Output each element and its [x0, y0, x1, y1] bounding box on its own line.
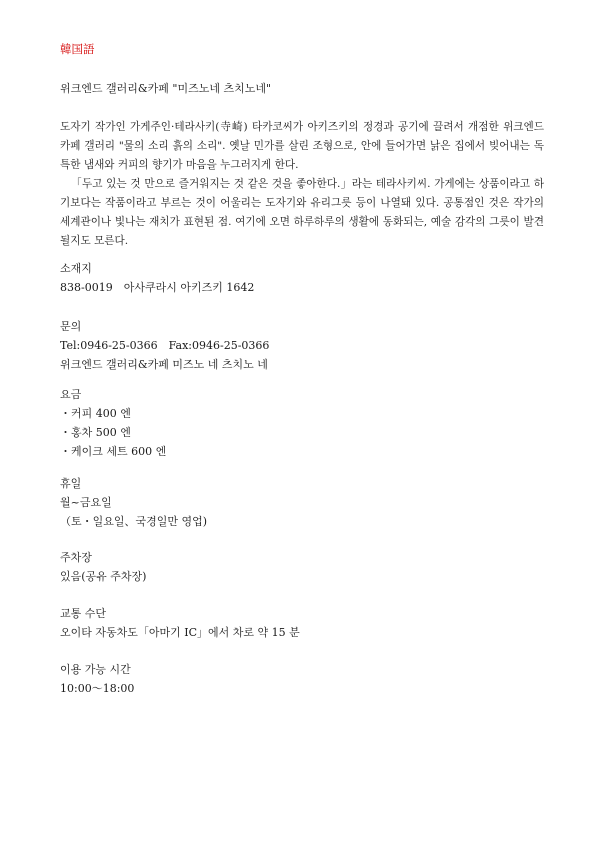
section-line: 오이타 자동차도「아마기 IC」에서 차로 약 15 분 [60, 626, 300, 639]
section-heading: 휴일 [60, 477, 82, 490]
section-transport [60, 604, 300, 642]
section-line: （토・일요일、국경일만 영업) [60, 515, 208, 528]
section-heading: 요금 [60, 388, 82, 401]
description-paragraph-1: 도자기 작가인 가게주인·테라사키(寺崎) 타카코씨가 아키즈키의 정경과 공기에 끌려서 개점한 위크엔드 카페 갤러리 "물의 소리 흙의 소리". 옛날 민가를 살린 조형으로, 안에 들어가면 낡은 집에서 빚어내는 독특한 냄새와 커피의 향기가 마음을 누그러지게 한다. [60, 121, 544, 171]
section-line: 월~금요일 [60, 496, 112, 509]
section-parking [60, 548, 146, 586]
price-item-tea: ・홍차 500 엔 [60, 426, 131, 439]
section-prices [60, 385, 166, 461]
section-heading: 주차장 [60, 551, 92, 564]
section-line: 10:00～18:00 [60, 682, 135, 695]
language-label: 韓国語 [60, 42, 95, 56]
section-hours [60, 660, 134, 698]
section-contact [60, 317, 269, 374]
price-item-coffee: ・커피 400 엔 [60, 407, 131, 420]
section-line: 838-0019 아사쿠라시 아키즈키 1642 [60, 281, 255, 294]
section-line: Tel:0946-25-0366 Fax:0946-25-0366 [60, 339, 270, 352]
section-line: 있음(공유 주차장) [60, 570, 147, 583]
section-heading: 이용 가능 시간 [60, 663, 131, 676]
description-body [60, 118, 544, 251]
section-holidays [60, 474, 207, 531]
document-title: 위크엔드 갤러리&카페 "미즈노네 츠치노네" [60, 82, 272, 95]
section-heading: 문의 [60, 320, 82, 333]
section-location [60, 259, 254, 297]
description-paragraph-2: 「두고 있는 것 만으로 즐거워지는 것 같은 것을 좋아한다.」라는 테라사키씨. 가게에는 상품이라고 하기보다는 작품이라고 부르는 것이 어울리는 도자기와 유리그릇 등이 나열돼 있다. 공통점인 것은 작가의 세계관이나 빛나는 재치가 표현된 점. 여기에 오면 하루하루의 생활에 동화되는, 예술 감각의 그릇이 발견될지도 모른다. [60, 178, 544, 247]
section-line: 위크엔드 갤러리&카페 미즈노 네 츠치노 네 [60, 358, 268, 371]
section-heading: 교통 수단 [60, 607, 107, 620]
price-item-cake-set: ・케이크 세트 600 엔 [60, 445, 167, 458]
section-heading: 소재지 [60, 262, 92, 275]
